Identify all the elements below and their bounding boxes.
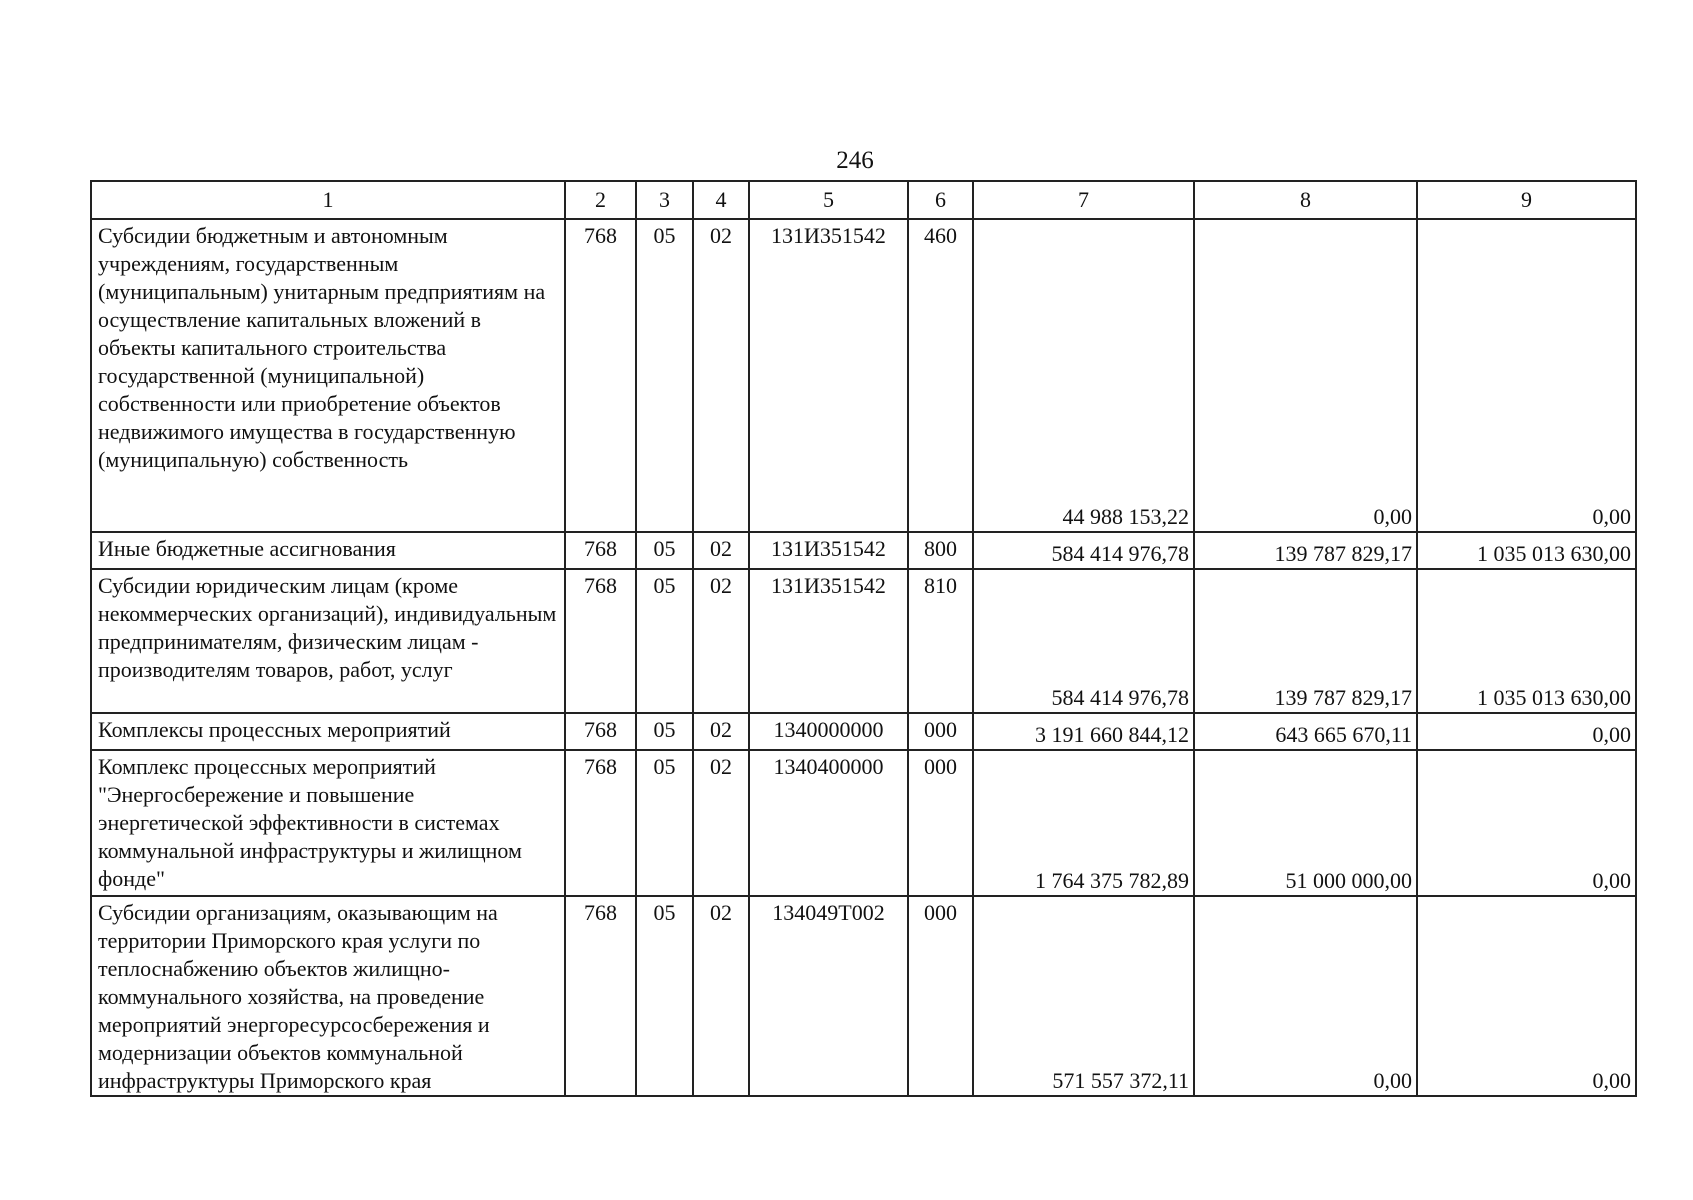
page-number: 246 [836,147,874,174]
amount-cell: 139 787 829,17 [1194,532,1417,569]
table-row [91,896,1636,1096]
column-header: 8 [1194,181,1417,219]
table-row [91,219,1636,532]
row-description: Субсидии юридическим лицам (кроме некоммерческих организаций), индивидуальным предпринимателям, физическим лицам - производителям товаров, работ, услуг [91,569,565,713]
code-cell: 460 [908,219,973,532]
amount-cell: 0,00 [1417,896,1636,1096]
row-description: Комплексы процессных мероприятий [91,713,565,750]
code-cell: 1340400000 [749,750,908,896]
amount-cell: 0,00 [1194,896,1417,1096]
code-cell: 800 [908,532,973,569]
amount-cell: 584 414 976,78 [973,569,1194,713]
amount-cell: 0,00 [1194,219,1417,532]
code-cell: 131И351542 [749,219,908,532]
code-cell: 1340000000 [749,713,908,750]
column-header: 6 [908,181,973,219]
code-cell: 000 [908,750,973,896]
amount-cell: 571 557 372,11 [973,896,1194,1096]
code-cell: 131И351542 [749,532,908,569]
code-cell: 05 [636,569,693,713]
code-cell: 02 [693,219,749,532]
row-description: Иные бюджетные ассигнования [91,532,565,569]
row-description: Субсидии организациям, оказывающим на территории Приморского края услуги по теплоснабжению объектов жилищно-коммунального хозяйства, на проведение мероприятий энергоресурсосбережения и модернизации объектов коммунальной инфраструктуры Приморского края [91,896,565,1096]
code-cell: 05 [636,219,693,532]
row-description: Комплекс процессных мероприятий "Энергосбережение и повышение энергетической эффективности в системах коммунальной инфраструктуры и жилищном фонде" [91,750,565,896]
header-row [91,181,1636,219]
code-cell: 768 [565,750,636,896]
table-row [91,750,1636,896]
table-row [91,569,1636,713]
amount-cell: 44 988 153,22 [973,219,1194,532]
code-cell: 02 [693,750,749,896]
code-cell: 02 [693,713,749,750]
code-cell: 131И351542 [749,569,908,713]
amount-cell: 139 787 829,17 [1194,569,1417,713]
code-cell: 134049Т002 [749,896,908,1096]
code-cell: 768 [565,569,636,713]
code-cell: 02 [693,569,749,713]
amount-cell: 1 764 375 782,89 [973,750,1194,896]
code-cell: 000 [908,896,973,1096]
amount-cell: 0,00 [1417,219,1636,532]
code-cell: 02 [693,532,749,569]
code-cell: 05 [636,750,693,896]
budget-table [90,180,1637,1097]
column-header: 9 [1417,181,1636,219]
code-cell: 05 [636,532,693,569]
row-description: Субсидии бюджетным и автономным учреждениям, государственным (муниципальным) унитарным предприятиям на осуществление капитальных вложений в объекты капитального строительства государственной (муниципальной) собственности или приобретение объектов недвижимого имущества в государственную (муниципальную) собственность [91,219,565,532]
amount-cell: 51 000 000,00 [1194,750,1417,896]
column-header: 5 [749,181,908,219]
amount-cell: 1 035 013 630,00 [1417,569,1636,713]
code-cell: 05 [636,896,693,1096]
column-header: 1 [91,181,565,219]
code-cell: 05 [636,713,693,750]
column-header: 3 [636,181,693,219]
code-cell: 810 [908,569,973,713]
code-cell: 768 [565,896,636,1096]
code-cell: 768 [565,532,636,569]
table-row [91,532,1636,569]
table-row [91,713,1636,750]
amount-cell: 3 191 660 844,12 [973,713,1194,750]
code-cell: 000 [908,713,973,750]
amount-cell: 643 665 670,11 [1194,713,1417,750]
column-header: 4 [693,181,749,219]
amount-cell: 1 035 013 630,00 [1417,532,1636,569]
code-cell: 768 [565,713,636,750]
amount-cell: 584 414 976,78 [973,532,1194,569]
column-header: 2 [565,181,636,219]
amount-cell: 0,00 [1417,713,1636,750]
code-cell: 768 [565,219,636,532]
code-cell: 02 [693,896,749,1096]
amount-cell: 0,00 [1417,750,1636,896]
column-header: 7 [973,181,1194,219]
